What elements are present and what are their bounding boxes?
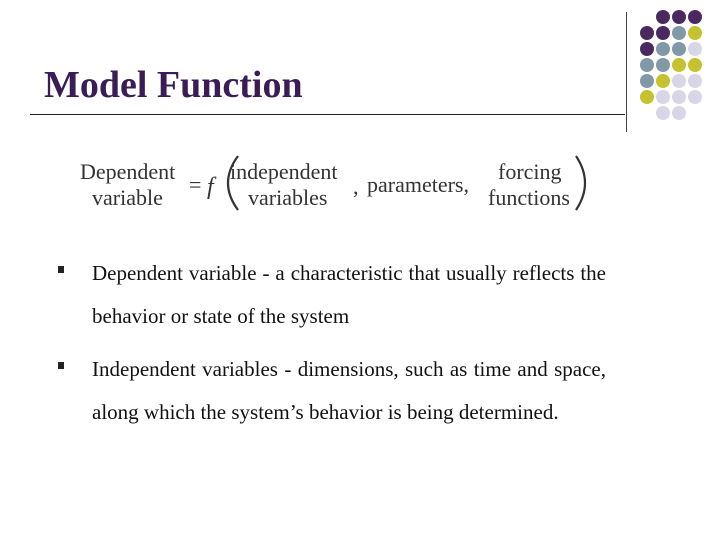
equation-graphic [70,150,600,216]
square-bullet-icon [58,362,64,369]
bullet-text: Dependent variable - a characteristic that usually reflects the behavior or state of the system [92,261,606,328]
dot [672,106,686,120]
dot [640,58,654,72]
dot [672,26,686,40]
equation-equals: = [189,172,202,197]
dot [656,26,670,40]
equation-arg2: parameters, [367,172,469,197]
equation-separator: , [353,174,359,199]
dot [640,74,654,88]
equation-arg3-line1: forcing [498,159,562,184]
dot [672,42,686,56]
dot [688,90,702,104]
slide-title: Model Function [44,64,303,106]
equation-arg3-line2: functions [488,185,570,210]
dot [688,42,702,56]
dot [688,74,702,88]
bullet-item [58,348,606,434]
dot [672,74,686,88]
dot [656,10,670,24]
equation-function-symbol: f [207,174,214,200]
dot [656,42,670,56]
dot [672,58,686,72]
dot [640,26,654,40]
bullet-list [58,252,606,444]
dot [688,10,702,24]
dot [656,90,670,104]
decorative-dot-grid [640,10,702,120]
dot [640,90,654,104]
equation-lhs-line2: variable [92,185,163,210]
right-paren [576,156,585,210]
equation-arg1-line2: variables [248,185,328,210]
bullet-text: Independent variables - dimensions, such as time and space, along which the system’s behavior is being determined. [92,357,606,424]
model-function-equation [70,150,600,216]
square-bullet-icon [58,266,64,273]
dot [640,42,654,56]
title-divider [30,114,625,115]
dot [672,90,686,104]
dot [656,58,670,72]
dot [656,74,670,88]
vertical-divider [626,12,627,132]
dot [688,26,702,40]
equation-arg1-line1: independent [230,159,338,184]
dot [656,106,670,120]
dot [688,58,702,72]
bullet-item [58,252,606,338]
equation-lhs-line1: Dependent [80,159,176,184]
dot [672,10,686,24]
